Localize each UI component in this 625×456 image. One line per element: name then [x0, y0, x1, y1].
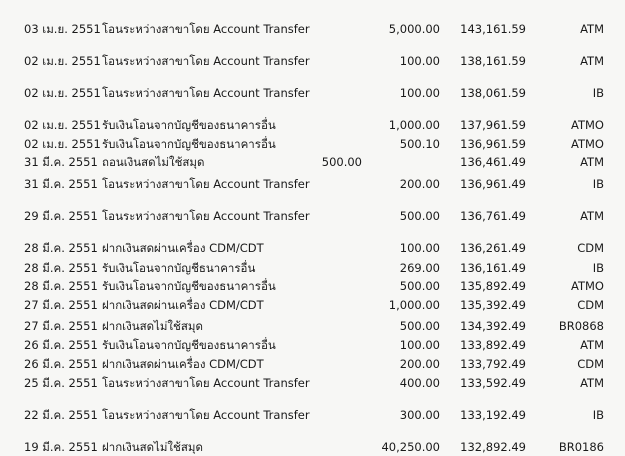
description-cell: ฝากเงินสดไม่ใช้สมุด — [102, 319, 203, 333]
channel-cell: CDM — [577, 357, 604, 371]
description-cell: โอนระหว่างสาขาโดย Account Transfer — [102, 408, 310, 422]
balance-cell: 133,592.49 — [460, 376, 526, 390]
date-cell: 28 มี.ค. 2551 — [24, 241, 98, 255]
date-cell: 31 มี.ค. 2551 — [24, 155, 98, 169]
date-cell: 02 เม.ย. 2551 — [24, 86, 101, 100]
channel-cell: CDM — [577, 241, 604, 255]
balance-cell: 136,161.49 — [460, 261, 526, 275]
deposit-cell: 40,250.00 — [381, 440, 440, 454]
channel-cell: ATM — [580, 54, 604, 68]
channel-cell: ATM — [580, 22, 604, 36]
date-cell: 28 มี.ค. 2551 — [24, 261, 98, 275]
deposit-cell: 500.00 — [399, 279, 440, 293]
description-cell: ฝากเงินสดผ่านเครื่อง CDM/CDT — [102, 241, 264, 255]
deposit-cell: 500.10 — [399, 137, 440, 151]
description-cell: ฝากเงินสดผ่านเครื่อง CDM/CDT — [102, 298, 264, 312]
description-cell: รับเงินโอนจากบัญชีธนาคารอื่น — [102, 261, 256, 275]
balance-cell: 136,261.49 — [460, 241, 526, 255]
date-cell: 19 มี.ค. 2551 — [24, 440, 98, 454]
deposit-cell: 1,000.00 — [388, 118, 440, 132]
channel-cell: IB — [592, 408, 604, 422]
description-cell: รับเงินโอนจากบัญชีของธนาคารอื่น — [102, 279, 276, 293]
channel-cell: IB — [592, 86, 604, 100]
date-cell: 26 มี.ค. 2551 — [24, 357, 98, 371]
channel-cell: CDM — [577, 298, 604, 312]
deposit-cell: 100.00 — [399, 241, 440, 255]
channel-cell: ATMO — [571, 118, 604, 132]
date-cell: 28 มี.ค. 2551 — [24, 279, 98, 293]
description-cell: โอนระหว่างสาขาโดย Account Transfer — [102, 54, 310, 68]
channel-cell: IB — [592, 261, 604, 275]
date-cell: 02 เม.ย. 2551 — [24, 118, 101, 132]
balance-cell: 133,192.49 — [460, 408, 526, 422]
balance-cell: 136,961.59 — [460, 137, 526, 151]
balance-cell: 136,461.49 — [460, 155, 526, 169]
deposit-cell: 400.00 — [399, 376, 440, 390]
channel-cell: ATM — [580, 209, 604, 223]
balance-cell: 133,892.49 — [460, 338, 526, 352]
channel-cell: ATMO — [571, 279, 604, 293]
description-cell: โอนระหว่างสาขาโดย Account Transfer — [102, 376, 310, 390]
balance-cell: 135,892.49 — [460, 279, 526, 293]
channel-cell: ATM — [580, 376, 604, 390]
deposit-cell: 200.00 — [399, 357, 440, 371]
balance-cell: 138,061.59 — [460, 86, 526, 100]
date-cell: 26 มี.ค. 2551 — [24, 338, 98, 352]
channel-cell: IB — [592, 177, 604, 191]
withdrawal-cell: 500.00 — [321, 155, 362, 169]
balance-cell: 135,392.49 — [460, 298, 526, 312]
balance-cell: 132,892.49 — [460, 440, 526, 454]
description-cell: ถอนเงินสดไม่ใช้สมุด — [102, 155, 205, 169]
description-cell: รับเงินโอนจากบัญชีของธนาคารอื่น — [102, 137, 276, 151]
date-cell: 02 เม.ย. 2551 — [24, 54, 101, 68]
channel-cell: BR0186 — [558, 440, 604, 454]
balance-cell: 143,161.59 — [460, 22, 526, 36]
date-cell: 03 เม.ย. 2551 — [24, 22, 101, 36]
channel-cell: ATM — [580, 338, 604, 352]
description-cell: ฝากเงินสดไม่ใช้สมุด — [102, 440, 203, 454]
description-cell: รับเงินโอนจากบัญชีของธนาคารอื่น — [102, 118, 276, 132]
date-cell: 25 มี.ค. 2551 — [24, 376, 98, 390]
date-cell: 27 มี.ค. 2551 — [24, 298, 98, 312]
deposit-cell: 100.00 — [399, 86, 440, 100]
description-cell: โอนระหว่างสาขาโดย Account Transfer — [102, 86, 310, 100]
deposit-cell: 500.00 — [399, 319, 440, 333]
description-cell: ฝากเงินสดผ่านเครื่อง CDM/CDT — [102, 357, 264, 371]
deposit-cell: 200.00 — [399, 177, 440, 191]
deposit-cell: 500.00 — [399, 209, 440, 223]
date-cell: 31 มี.ค. 2551 — [24, 177, 98, 191]
balance-cell: 136,961.49 — [460, 177, 526, 191]
deposit-cell: 300.00 — [399, 408, 440, 422]
deposit-cell: 1,000.00 — [388, 298, 440, 312]
date-cell: 22 มี.ค. 2551 — [24, 408, 98, 422]
balance-cell: 138,161.59 — [460, 54, 526, 68]
date-cell: 27 มี.ค. 2551 — [24, 319, 98, 333]
balance-cell: 134,392.49 — [460, 319, 526, 333]
description-cell: โอนระหว่างสาขาโดย Account Transfer — [102, 22, 310, 36]
deposit-cell: 269.00 — [399, 261, 440, 275]
date-cell: 02 เม.ย. 2551 — [24, 137, 101, 151]
deposit-cell: 100.00 — [399, 54, 440, 68]
balance-cell: 133,792.49 — [460, 357, 526, 371]
date-cell: 29 มี.ค. 2551 — [24, 209, 98, 223]
deposit-cell: 5,000.00 — [388, 22, 440, 36]
channel-cell: ATM — [580, 155, 604, 169]
channel-cell: BR0868 — [558, 319, 604, 333]
deposit-cell: 100.00 — [399, 338, 440, 352]
description-cell: รับเงินโอนจากบัญชีของธนาคารอื่น — [102, 338, 276, 352]
balance-cell: 137,961.59 — [460, 118, 526, 132]
balance-cell: 136,761.49 — [460, 209, 526, 223]
description-cell: โอนระหว่างสาขาโดย Account Transfer — [102, 209, 310, 223]
description-cell: โอนระหว่างสาขาโดย Account Transfer — [102, 177, 310, 191]
channel-cell: ATMO — [571, 137, 604, 151]
